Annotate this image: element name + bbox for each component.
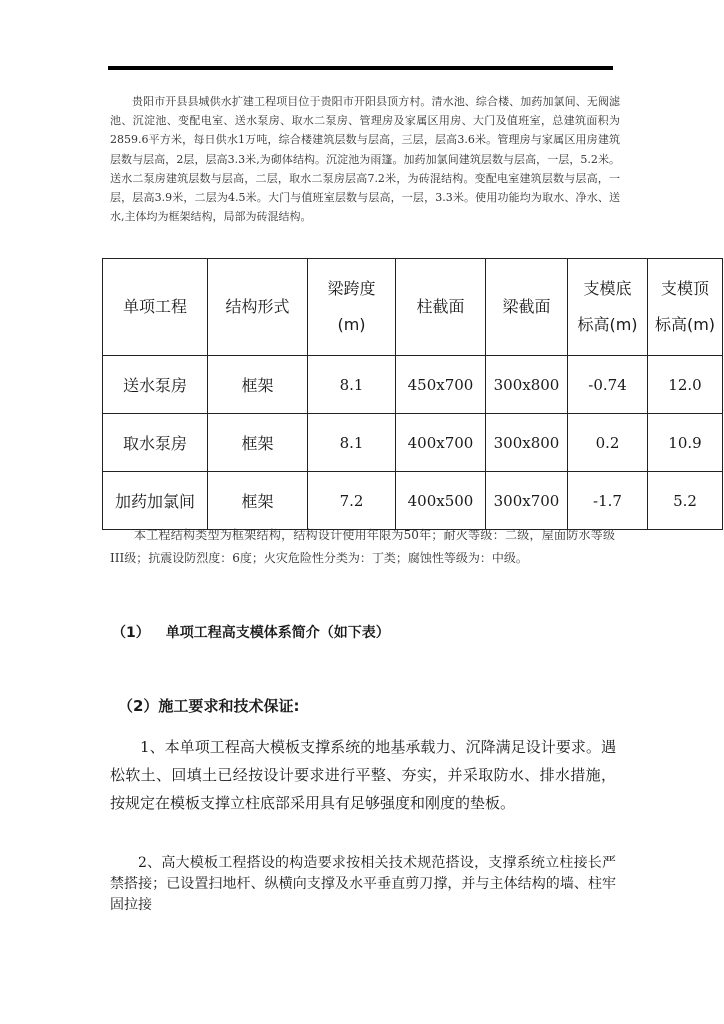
- section-1-title: 单项工程高支模体系简介（如下表）: [165, 625, 390, 641]
- cell-project: 取水泵房: [103, 414, 208, 472]
- cell-project: 加药加氯间: [103, 472, 208, 530]
- header-top: [648, 259, 723, 356]
- cell-bottom: 0.2: [568, 414, 648, 472]
- header-span: [308, 259, 396, 356]
- summary-paragraph: 本工程结构类型为框架结构，结构设计使用年限为50年；耐火等级：二级，屋面防水等级III级；抗震设防烈度：6度；火灾危险性分类为：丁类；腐蚀性等级为：中级。: [110, 528, 615, 565]
- cell-top: 5.2: [648, 472, 723, 530]
- cell-column: 450x700: [396, 356, 486, 414]
- cell-beam: 300x700: [486, 472, 568, 530]
- formwork-table: [102, 258, 723, 530]
- header-bottom: [568, 259, 648, 356]
- cell-structure: 框架: [208, 472, 308, 530]
- cell-column: 400x700: [396, 414, 486, 472]
- header-span-line1: 梁跨度: [327, 279, 376, 298]
- section-heading-1: [112, 622, 390, 642]
- table-row: [103, 414, 723, 472]
- header-top-line1: 支模顶: [660, 279, 709, 298]
- header-project: 单项工程: [103, 259, 208, 356]
- header-bottom-line1: 支模底: [583, 279, 632, 298]
- header-beam: 梁截面: [486, 259, 568, 356]
- header-structure: 结构形式: [208, 259, 308, 356]
- cell-structure: 框架: [208, 414, 308, 472]
- cell-project: 送水泵房: [103, 356, 208, 414]
- header-rule: [108, 66, 613, 70]
- requirement-paragraph-2: 2、高大模板工程搭设的构造要求按相关技术规范搭设，支撑系统立柱接长严禁搭接；已设置扫地杆、纵横向支撑及水平垂直剪刀撑，并与主体结构的墙、柱牢固拉接: [110, 855, 616, 913]
- table-header-row: [103, 259, 723, 356]
- cell-column: 400x500: [396, 472, 486, 530]
- header-column: 柱截面: [396, 259, 486, 356]
- cell-bottom: -0.74: [568, 356, 648, 414]
- section-1-number: （1）: [112, 625, 150, 641]
- cell-span: 8.1: [308, 414, 396, 472]
- header-span-line2: (m): [337, 315, 366, 334]
- cell-bottom: -1.7: [568, 472, 648, 530]
- cell-beam: 300x800: [486, 356, 568, 414]
- intro-paragraph: 贵阳市开县县城供水扩建工程项目位于贵阳市开阳县顶方村。清水池、综合楼、加药加氯间、无阀滤池、沉淀池、变配电室、送水泵房、取水二泵房、管理房及家属区用房、大门及值班室，总建筑面积为2859.6平方米，每日供水1万吨，综合楼建筑层数与层高，三层，层高3.6米。管理房与家属区用房建筑层数与层高，2层，层高3.3米,为砌体结构。沉淀池为雨篷。加药加氯间建筑层数与层高，一层，5.2米。送水二泵房建筑层数与层高，二层，取水二泵房层高7.2米，为砖混结构。变配电室建筑层数与层高，一层，层高3.9米，二层为4.5米。大门与值班室层数与层高，一层，3.3米。使用功能均为取水、净水、送水,主体均为框架结构，局部为砖混结构。: [110, 95, 620, 224]
- cell-beam: 300x800: [486, 414, 568, 472]
- header-bottom-line2: 标高(m): [577, 315, 638, 334]
- cell-span: 7.2: [308, 472, 396, 530]
- section-heading-2: （2）施工要求和技术保证:: [118, 697, 300, 715]
- table-row: [103, 356, 723, 414]
- requirement-paragraph-1: 1、本单项工程高大模板支撑系统的地基承载力、沉降满足设计要求。遇松软土、回填土已经按设计要求进行平整、夯实，并采取防水、排水措施，按规定在模板支撑立柱底部采用具有足够强度和刚度的垫板。: [110, 738, 616, 812]
- cell-structure: 框架: [208, 356, 308, 414]
- cell-top: 10.9: [648, 414, 723, 472]
- cell-top: 12.0: [648, 356, 723, 414]
- cell-span: 8.1: [308, 356, 396, 414]
- header-top-line2: 标高(m): [654, 315, 716, 334]
- table-row: [103, 472, 723, 530]
